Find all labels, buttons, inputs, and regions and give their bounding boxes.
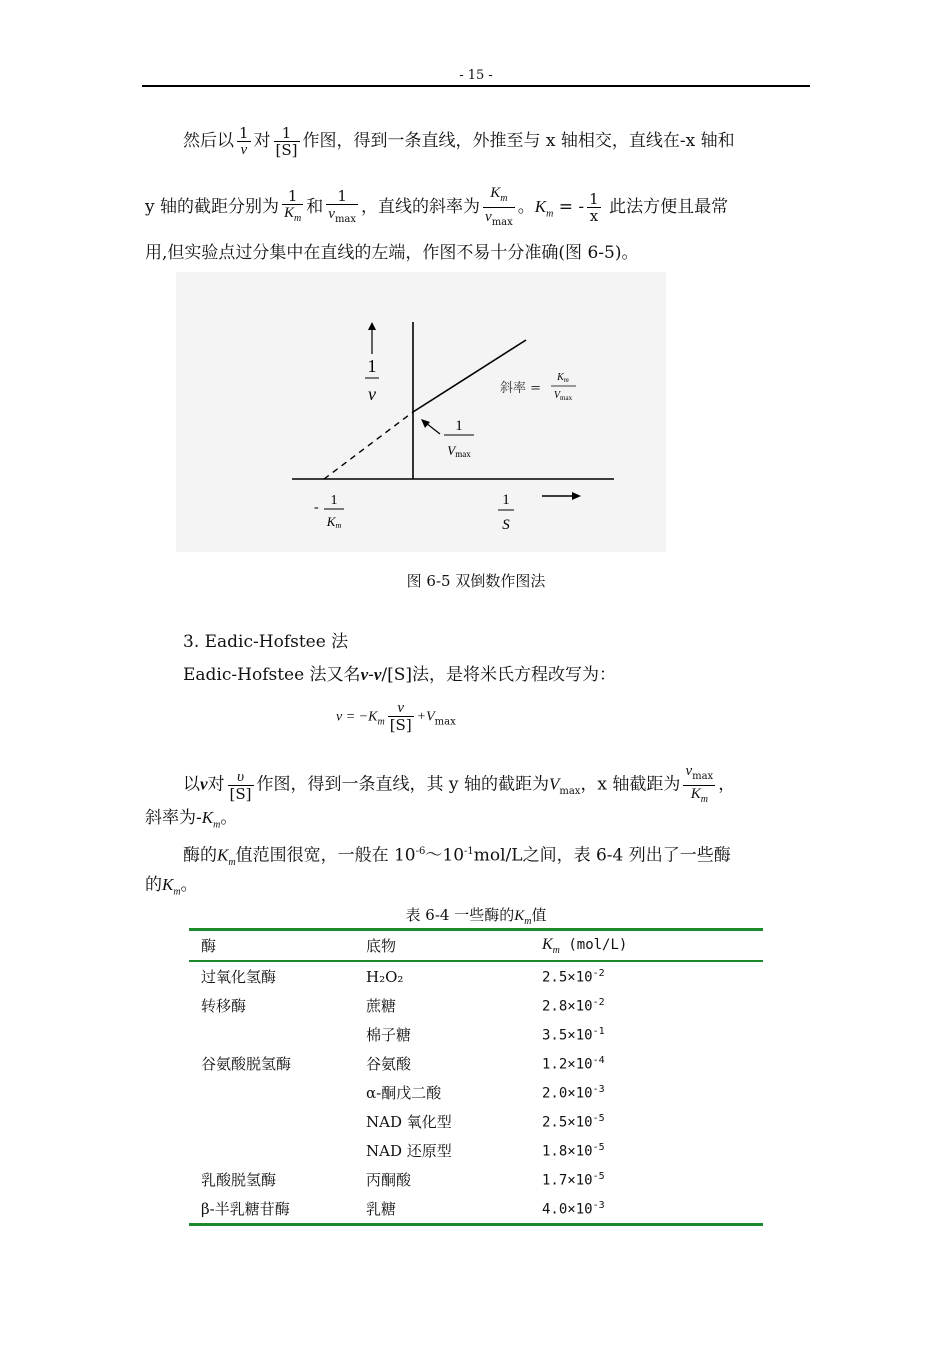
cell-km-value: $2.8\times 10^{-2}$ [542, 996, 605, 1015]
cell-enzyme: 过氧化氢酶 [201, 968, 277, 986]
fraction-1-over-km: $\frac{1}{K_m}$ [284, 187, 302, 224]
paragraph-line-2: y 轴的截距分别为 $\frac{1}{K_m}$ 和 $\frac{1}{v_{max}}$ ，直线的斜率为 $\frac{K_m}{v_{max}}$ 。$K_m$ = - $\frac{1}{x}$ 此法方便且最常 [145, 184, 810, 231]
text: 。 [517, 197, 535, 217]
header-km: $K_m$ (mol/L) [542, 935, 628, 956]
cell-km-value: $4.0\times 10^{-3}$ [542, 1199, 605, 1218]
text: y 轴的截距分别为 [145, 197, 280, 217]
intercept-denominator: Vmax [447, 443, 471, 459]
intercept-numerator: 1 [455, 418, 463, 434]
header-substrate: 底物 [366, 937, 397, 955]
formula-fraction: $\frac{v}{[S]}$ [389, 700, 412, 734]
cell-enzyme [189, 1020, 366, 1049]
table-header-row [189, 930, 763, 962]
text: 作图，得到一条直线，外推至与 x 轴相交，直线在-x 轴和 [302, 131, 735, 151]
fraction-v-over-s: $\frac{\upsilon}{[S]}$ [229, 768, 252, 803]
table-row [189, 1020, 763, 1049]
table-row [189, 991, 763, 1020]
lineweaver-burk-diagram [176, 272, 666, 552]
plot-line [413, 340, 526, 412]
fraction-1-over-s: $\frac{1}{[S]}$ [275, 124, 298, 159]
table-row [189, 1107, 763, 1136]
cell-km-value: $1.7\times 10^{-5}$ [542, 1170, 605, 1189]
table-row [189, 1165, 763, 1194]
cell-enzyme [189, 1107, 366, 1136]
table-row [189, 961, 763, 991]
text: 然后以 [183, 131, 234, 151]
paragraph-km-end: 的$K_m$。 [145, 875, 198, 898]
eadie-hofstee-formula: $v = -K_m$ $\frac{v}{[S]}$ $+V_{max}$ [336, 700, 456, 734]
paragraph-line-1 [183, 125, 848, 158]
cell-enzyme: 乳酸脱氢酶 [201, 1171, 277, 1189]
cell-km-value: $1.2\times 10^{-4}$ [542, 1054, 605, 1073]
section-heading: 3. Eadic-Hofstee 法 [183, 632, 349, 652]
table-title: 表 6-4 一些酶的$K_m$值 [405, 906, 547, 927]
figure-caption: 图 6-5 双倒数作图法 [406, 572, 546, 590]
text: ，直线的斜率为 [361, 197, 481, 217]
table-row [189, 1078, 763, 1107]
y-label-numerator: 1 [367, 356, 377, 376]
paragraph-method: 以v对 $\frac{\upsilon}{[S]}$ 作图，得到一条直线，其 y 轴的截距为$V_{max}$，x 轴截距为 $\frac{v_{max}}{K_m}$ ， [183, 762, 848, 808]
cell-km-value: $2.5\times 10^{-5}$ [542, 1112, 605, 1131]
y-label-denominator: v [368, 384, 376, 404]
page-number: - 15 - [459, 68, 493, 83]
fraction-1-over-vmax: $\frac{1}{v_{max}}$ [328, 186, 357, 225]
slope-label: 斜率 = [500, 381, 542, 396]
header-enzyme: 酶 [201, 937, 217, 955]
cell-km-value: $2.0\times 10^{-3}$ [542, 1083, 605, 1102]
slope-denominator: $V_{max}$ [553, 390, 573, 402]
slope-numerator: $K_m$ [557, 372, 569, 384]
cell-enzyme [189, 1136, 366, 1165]
km-symbol: K [534, 197, 547, 216]
cell-substrate: α-酮戊二酸 [366, 1084, 442, 1102]
intercept-pointer-shaft [426, 423, 440, 434]
fraction-km-over-vmax: $\frac{K_m}{v_{max}}$ [485, 185, 513, 228]
cell-km-value: $2.5\times 10^{-2}$ [542, 967, 605, 986]
cell-enzyme: 转移酶 [201, 997, 247, 1015]
pointer-arrow-icon [421, 419, 430, 428]
cell-substrate: 乳糖 [366, 1200, 397, 1218]
header-rule [142, 85, 810, 87]
fraction-1-over-v: $\frac{1}{v}$ [239, 124, 249, 158]
text: 对 [253, 131, 271, 151]
text: = - [553, 197, 585, 217]
x-label-denominator: S [502, 517, 510, 533]
cell-enzyme: β-半乳糖苷酶 [201, 1200, 290, 1218]
table-row [189, 1194, 763, 1225]
text: 此法方便且最常 [609, 197, 729, 217]
cell-substrate: NAD 氧化型 [366, 1113, 452, 1131]
x-neg-denominator: Km [326, 514, 342, 530]
right-arrow-icon [572, 492, 581, 500]
up-arrow-icon [368, 322, 376, 330]
cell-substrate: 丙酮酸 [366, 1171, 412, 1189]
cell-enzyme [189, 1078, 366, 1107]
cell-substrate: 蔗糖 [366, 997, 397, 1015]
cell-km-value: $1.8\times 10^{-5}$ [542, 1141, 605, 1160]
cell-enzyme: 谷氨酸脱氢酶 [201, 1055, 292, 1073]
x-neg-numerator: 1 [330, 493, 338, 508]
cell-substrate: 棉子糖 [366, 1026, 412, 1044]
cell-km-value: $3.5\times 10^{-1}$ [542, 1025, 605, 1044]
text: 和 [306, 197, 324, 217]
cell-substrate: NAD 还原型 [366, 1142, 452, 1160]
section-intro: Eadic-Hofstee 法又名v-v/[S]法，是将米氏方程改写为： [183, 665, 617, 685]
fraction-vmax-over-km: $\frac{v_{max}}{K_m}$ [685, 763, 714, 805]
table-row [189, 1136, 763, 1165]
table-row [189, 1049, 763, 1078]
cell-substrate: H₂O₂ [366, 967, 404, 986]
x-label-numerator: 1 [502, 492, 510, 508]
paragraph-km-range: 酶的$K_m$值范围很宽，一般在 $10^{-6}\sim 10^{-1}mol/L$之间，表 6-4 列出了一些酶 [183, 845, 731, 869]
paragraph-line-3: 用,但实验点过分集中在直线的左端，作图不易十分准确(图 6-5)。 [145, 243, 639, 263]
fraction-1-over-x: $\frac{1}{x}$ [589, 190, 599, 225]
paragraph-slope: 斜率为$-K_m$。 [145, 808, 238, 831]
extrapolated-line [324, 412, 413, 479]
cell-substrate: 谷氨酸 [366, 1055, 412, 1073]
x-neg-sign: - [314, 500, 319, 515]
table-body [189, 961, 763, 1225]
km-table [189, 928, 763, 1226]
